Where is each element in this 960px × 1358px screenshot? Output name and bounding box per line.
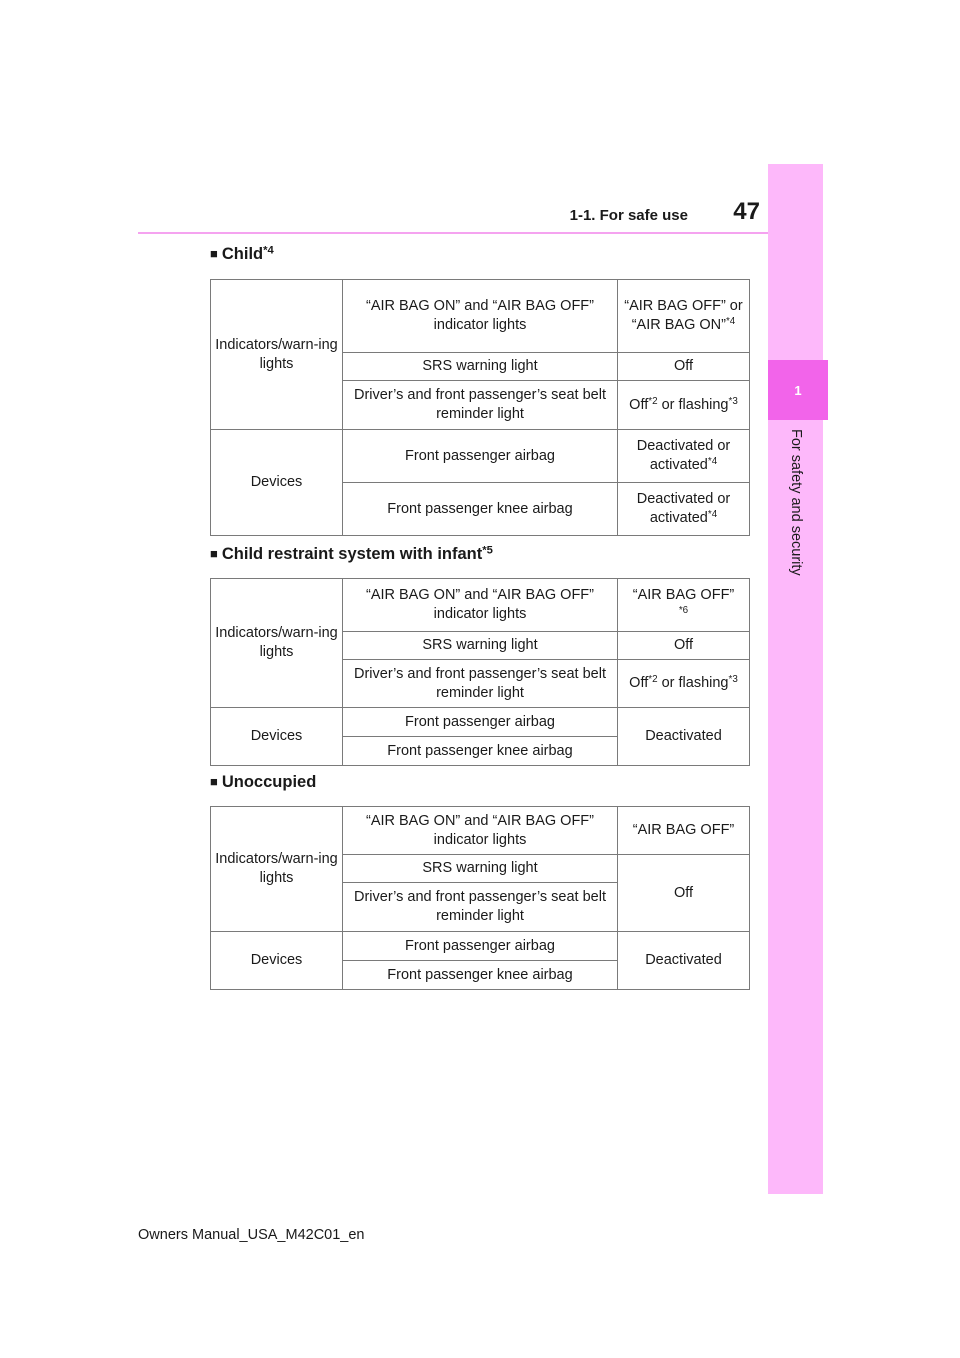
cell-text: or flashing — [657, 675, 729, 691]
footnote-ref: *4 — [707, 509, 718, 521]
indicator-lights-value-cell — [618, 280, 750, 353]
airbag-value-cell — [618, 430, 750, 483]
devices-value-cell: Deactivated — [618, 932, 750, 990]
footnote-ref: *4 — [725, 316, 736, 328]
footnote-ref: *3 — [728, 674, 738, 686]
indicator-lights-label-cell: “AIR BAG ON” and “AIR BAG OFF” indicator lights — [343, 579, 618, 632]
srs-value-cell: Off — [618, 632, 750, 660]
indicator-lights-value-cell — [618, 579, 750, 632]
table-unoccupied — [210, 806, 750, 990]
page-header — [138, 198, 768, 234]
indicator-lights-value-cell: “AIR BAG OFF” — [618, 807, 750, 855]
footer-text: Owners Manual_USA_M42C01_en — [138, 1227, 365, 1243]
footnote-ref: *5 — [482, 544, 493, 557]
heading-text: Child restraint system with infant — [221, 545, 483, 563]
heading-text: Unoccupied — [221, 773, 317, 791]
table-row — [211, 708, 750, 737]
cell-text: “AIR BAG OFF” — [632, 587, 735, 603]
bullet-icon: ■ — [210, 246, 218, 261]
airbag-label-cell: Front passenger airbag — [343, 708, 618, 737]
cell-text: Off — [629, 396, 649, 413]
footnote-ref: *4 — [263, 244, 274, 257]
srs-label-cell: SRS warning light — [343, 632, 618, 660]
page-number: 47 — [733, 198, 760, 225]
srs-label-cell: SRS warning light — [343, 855, 618, 883]
section-heading-unoccupied — [210, 773, 316, 792]
cell-text: Off — [629, 675, 649, 691]
cell-text: “AIR BAG OFF” or “AIR BAG ON” — [624, 298, 743, 333]
devices-label-cell: Devices — [211, 430, 343, 536]
heading-text: Child — [221, 245, 264, 263]
table-child — [210, 279, 750, 536]
belt-label-cell: Driver’s and front passenger’s seat belt reminder light — [343, 381, 618, 430]
indicator-lights-label-cell: “AIR BAG ON” and “AIR BAG OFF” indicator lights — [343, 280, 618, 353]
srs-value-cell: Off — [618, 353, 750, 381]
cell-text: Deactivated or activated — [636, 438, 731, 473]
indicators-label-cell: Indicators/warn-ing lights — [211, 280, 343, 430]
belt-label-cell: Driver’s and front passenger’s seat belt reminder light — [343, 660, 618, 708]
srs-label-cell: SRS warning light — [343, 353, 618, 381]
table-infant — [210, 578, 750, 766]
belt-value-cell — [618, 381, 750, 430]
knee-label-cell: Front passenger knee airbag — [343, 737, 618, 766]
knee-value-cell — [618, 483, 750, 536]
bullet-icon: ■ — [210, 774, 218, 789]
devices-label-cell: Devices — [211, 932, 343, 990]
footnote-ref: *6 — [678, 605, 689, 617]
footnote-ref: *2 — [648, 395, 658, 407]
table-row — [211, 807, 750, 855]
footnote-ref: *2 — [648, 674, 658, 686]
belt-label-cell: Driver’s and front passenger’s seat belt reminder light — [343, 883, 618, 932]
footnote-ref: *3 — [728, 395, 738, 407]
lights-value-cell: Off — [618, 855, 750, 932]
section-heading-infant — [210, 545, 493, 564]
knee-label-cell: Front passenger knee airbag — [343, 483, 618, 536]
footnote-ref: *4 — [707, 456, 718, 468]
table-row — [211, 932, 750, 961]
section-title: 1-1. For safe use — [569, 207, 688, 224]
bullet-icon: ■ — [210, 546, 218, 561]
indicators-label-cell: Indicators/warn-ing lights — [211, 579, 343, 708]
belt-value-cell — [618, 660, 750, 708]
chapter-title: For safety and security — [788, 429, 804, 576]
knee-label-cell: Front passenger knee airbag — [343, 961, 618, 990]
devices-value-cell: Deactivated — [618, 708, 750, 766]
airbag-label-cell: Front passenger airbag — [343, 430, 618, 483]
airbag-label-cell: Front passenger airbag — [343, 932, 618, 961]
chapter-number: 1 — [768, 360, 828, 420]
table-row — [211, 579, 750, 632]
header-rule — [138, 232, 768, 234]
table-row — [211, 430, 750, 483]
chapter-side-tab — [768, 164, 823, 1194]
cell-text: Deactivated or activated — [636, 491, 731, 526]
table-row — [211, 280, 750, 353]
indicators-label-cell: Indicators/warn-ing lights — [211, 807, 343, 932]
indicator-lights-label-cell: “AIR BAG ON” and “AIR BAG OFF” indicator lights — [343, 807, 618, 855]
devices-label-cell: Devices — [211, 708, 343, 766]
section-heading-child — [210, 245, 274, 264]
cell-text: or flashing — [657, 396, 729, 413]
